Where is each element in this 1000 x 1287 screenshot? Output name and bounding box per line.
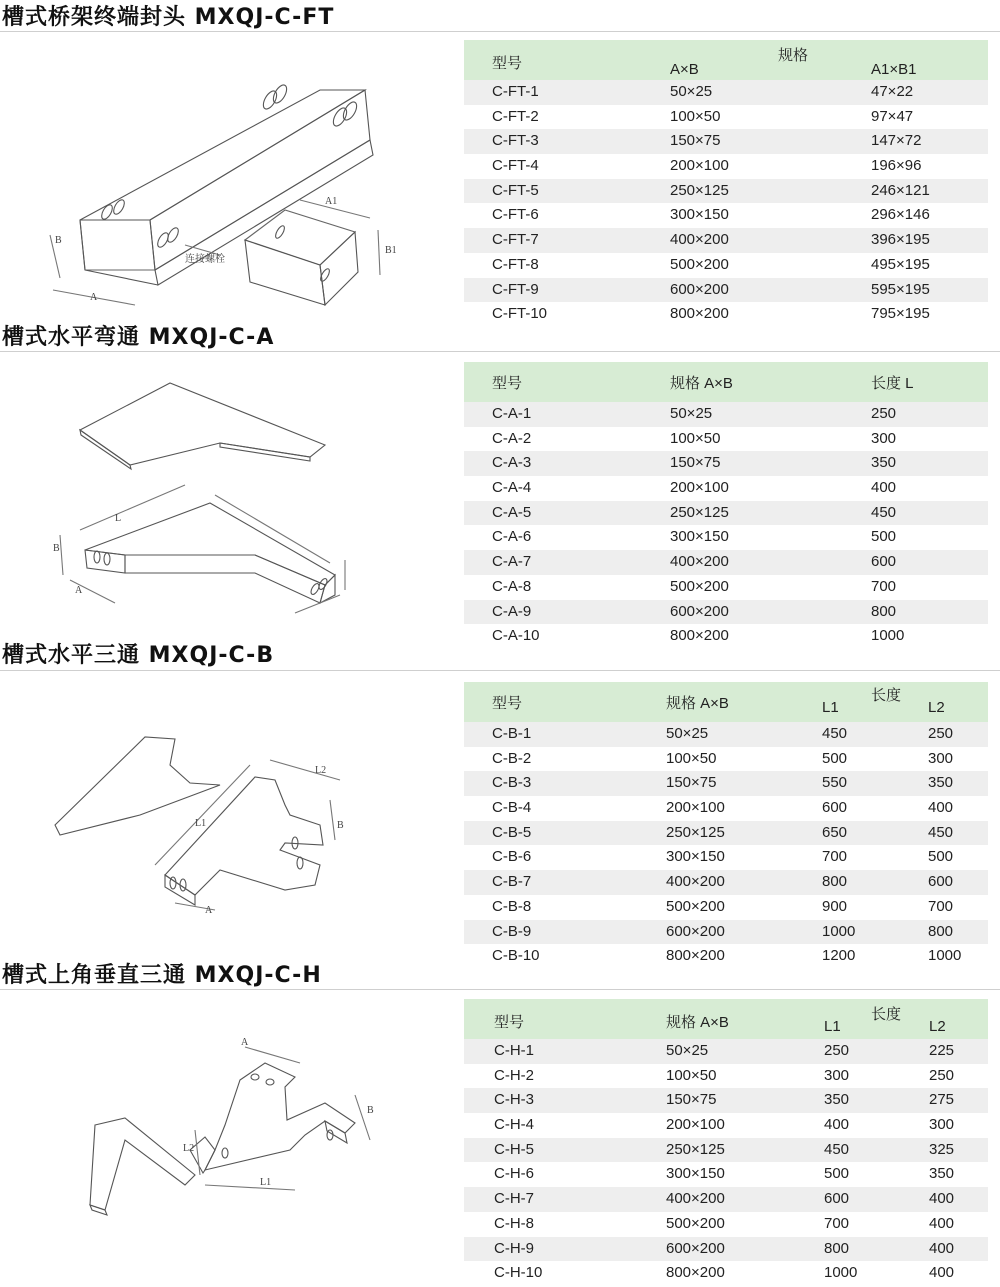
cell-spec: 150×75 [666,774,717,792]
cell-spec: 500×200 [670,255,729,273]
dim-label-a1: A1 [325,196,338,207]
cell-model: C-A-8 [492,577,532,595]
table-row [464,575,988,600]
table-row [464,920,988,945]
cell-spec: 50×25 [666,1042,709,1059]
cell-l2: 450 [928,823,954,841]
table-row [464,105,988,130]
table-row [464,179,988,204]
dim-label-a: A [205,905,213,916]
cell-spec2: 97×47 [871,107,914,125]
cell-length: 250 [871,405,897,422]
cell-model: C-FT-9 [492,280,539,298]
dim-label-b: B [55,235,62,246]
horizontal-tee-diagram [45,725,365,925]
cell-model: C-A-3 [492,454,532,472]
cell-l2: 1000 [928,947,962,965]
cell-l1: 700 [822,848,848,866]
dim-label-l1: L1 [260,1177,272,1188]
cell-l1: 800 [824,1239,850,1257]
cell-l1: 550 [822,774,848,792]
cell-spec: 600×200 [670,280,729,298]
cell-l2: 300 [928,749,954,767]
cell-l2: 225 [929,1042,955,1059]
table-row [464,525,988,550]
cell-spec2: 595×195 [871,280,930,298]
cell-spec2: 495×195 [871,255,930,273]
dim-label-l: L [115,513,122,524]
cell-model: C-B-5 [492,823,532,841]
cell-l1: 450 [824,1140,850,1158]
cell-spec: 800×200 [670,305,729,323]
cell-l1: 400 [824,1116,850,1134]
table-body [464,722,988,969]
table-a [464,362,988,649]
cell-l2: 400 [929,1239,955,1257]
cell-model: C-A-10 [492,627,540,645]
cell-length: 350 [871,454,897,472]
dim-label-b: B [337,820,344,831]
header-model: 型号 [492,375,523,392]
cell-l1: 1000 [824,1264,858,1282]
section-title-a: 槽式水平弯通 MXQJ-C-A [2,325,275,350]
table-row [464,771,988,796]
table-row [464,600,988,625]
table-row [464,1162,988,1187]
table-row [464,203,988,228]
cell-spec2: 396×195 [871,231,930,249]
dim-label-b1: B1 [385,245,397,256]
section-title-ft: 槽式桥架终端封头 MXQJ-C-FT [2,5,335,30]
cell-l1: 450 [822,725,848,742]
table-row [464,1039,988,1064]
cell-spec: 300×150 [670,206,729,224]
cell-spec: 800×200 [666,1264,725,1282]
header-l1: L1 [822,699,839,716]
table-row [464,845,988,870]
cell-model: C-B-6 [492,848,532,866]
cell-l1: 1000 [822,922,856,940]
cell-model: C-H-1 [494,1042,534,1059]
table-row [464,870,988,895]
cell-l1: 600 [824,1190,850,1208]
cell-l1: 650 [822,823,848,841]
cell-spec: 200×100 [670,157,729,175]
cell-model: C-H-5 [494,1140,534,1158]
header-l1: L1 [824,1018,841,1035]
cell-spec: 250×125 [670,181,729,199]
cell-length: 500 [871,528,897,546]
section-title-h: 槽式上角垂直三通 MXQJ-C-H [2,963,322,988]
cell-spec: 500×200 [666,1214,725,1232]
dim-label-a: A [90,292,98,303]
cell-spec: 600×200 [666,1239,725,1257]
bolt-label: 连接螺栓 [185,254,225,265]
table-row [464,895,988,920]
cell-spec: 150×75 [670,132,721,150]
cell-model: C-FT-5 [492,181,539,199]
cell-model: C-A-7 [492,553,532,571]
table-row [464,1261,988,1286]
cell-model: C-A-1 [492,405,532,422]
cell-spec: 400×200 [666,873,725,891]
cell-l2: 400 [928,799,954,817]
dim-label-l2: L2 [183,1143,195,1154]
cell-spec: 300×150 [670,528,729,546]
cell-model: C-H-9 [494,1239,534,1257]
cell-spec: 50×25 [670,405,713,422]
header-l2: L2 [929,1018,946,1035]
cell-model: C-FT-2 [492,107,539,125]
header-group: 长度 [871,1006,902,1023]
cell-model: C-A-6 [492,528,532,546]
cell-length: 300 [871,429,897,447]
cell-l2: 250 [929,1066,955,1084]
cell-spec: 200×100 [666,799,725,817]
cell-spec: 50×25 [670,83,713,100]
cell-spec: 150×75 [670,454,721,472]
table-row [464,1187,988,1212]
cell-model: C-A-4 [492,479,532,497]
cell-spec: 200×100 [666,1116,725,1134]
cell-spec: 400×200 [670,231,729,249]
table-body [464,80,988,327]
header-col2: A×B [670,61,699,78]
header-model: 型号 [494,1014,525,1031]
cell-l2: 600 [928,873,954,891]
cell-spec2: 246×121 [871,181,930,199]
cell-l2: 400 [929,1264,955,1282]
cell-model: C-B-9 [492,922,532,940]
cell-spec: 300×150 [666,1165,725,1183]
end-cap-diagram [35,60,435,310]
header-model: 型号 [492,55,523,72]
dim-label-l2: L2 [315,765,327,776]
cell-spec: 150×75 [666,1091,717,1109]
cell-model: C-FT-6 [492,206,539,224]
table-row [464,302,988,327]
cell-l1: 250 [824,1042,850,1059]
horizontal-elbow-diagram [45,375,355,625]
dim-label-b: B [367,1105,374,1116]
cell-model: C-A-9 [492,602,532,620]
cell-spec: 250×125 [666,823,725,841]
cell-spec: 600×200 [670,602,729,620]
cell-l2: 350 [929,1165,955,1183]
table-h [464,999,988,1286]
table-ft [464,40,988,327]
header-spec: 规格 A×B [666,1014,729,1031]
cell-length: 800 [871,602,897,620]
cell-l2: 800 [928,922,954,940]
table-row [464,476,988,501]
cell-spec: 100×50 [670,107,721,125]
cell-l2: 400 [929,1214,955,1232]
cell-l1: 600 [822,799,848,817]
table-row [464,228,988,253]
table-row [464,1064,988,1089]
table-header [464,999,988,1039]
header-col3: A1×B1 [871,61,917,78]
table-row [464,1237,988,1262]
table-row [464,451,988,476]
cell-l2: 700 [928,897,954,915]
section-divider [0,670,1000,671]
cell-spec: 100×50 [666,1066,717,1084]
cell-l1: 900 [822,897,848,915]
cell-l2: 350 [928,774,954,792]
table-header [464,682,988,722]
cell-model: C-B-2 [492,749,532,767]
cell-spec: 300×150 [666,848,725,866]
cell-length: 400 [871,479,897,497]
header-spec: 规格 A×B [670,375,733,392]
section-divider [0,351,1000,352]
cell-l1: 700 [824,1214,850,1232]
table-row [464,821,988,846]
table-row [464,1088,988,1113]
table-row [464,1212,988,1237]
cell-l1: 500 [824,1165,850,1183]
cell-spec: 400×200 [666,1190,725,1208]
header-group: 规格 [778,47,809,64]
section-title-b: 槽式水平三通 MXQJ-C-B [2,643,275,668]
cell-model: C-A-2 [492,429,532,447]
table-row [464,796,988,821]
cell-model: C-H-6 [494,1165,534,1183]
cell-model: C-H-4 [494,1116,534,1134]
cell-l2: 275 [929,1091,955,1109]
table-b [464,682,988,969]
cell-l1: 350 [824,1091,850,1109]
table-row [464,253,988,278]
cell-model: C-FT-10 [492,305,548,323]
cell-model: C-B-4 [492,799,532,817]
cell-model: C-FT-3 [492,132,539,150]
header-model: 型号 [492,695,523,712]
cell-spec: 100×50 [666,749,717,767]
header-group: 长度 [871,687,902,704]
cell-model: C-FT-4 [492,157,539,175]
cell-l1: 800 [822,873,848,891]
table-row [464,722,988,747]
table-row [464,1113,988,1138]
table-row [464,278,988,303]
table-body [464,402,988,649]
cell-spec: 800×200 [670,627,729,645]
cell-model: C-FT-1 [492,83,539,100]
cell-l2: 300 [929,1116,955,1134]
cell-spec: 500×200 [670,577,729,595]
section-divider [0,31,1000,32]
cell-spec: 500×200 [666,897,725,915]
cell-length: 450 [871,503,897,521]
header-length: 长度 L [871,375,914,392]
table-row [464,944,988,969]
cell-model: C-B-8 [492,897,532,915]
cell-spec: 200×100 [670,479,729,497]
table-row [464,550,988,575]
cell-model: C-B-3 [492,774,532,792]
cell-spec2: 147×72 [871,132,922,150]
cell-spec: 100×50 [670,429,721,447]
dim-label-a: A [75,585,83,596]
cell-l2: 325 [929,1140,955,1158]
cell-spec: 600×200 [666,922,725,940]
cell-spec2: 196×96 [871,157,922,175]
cell-model: C-B-10 [492,947,540,965]
table-row [464,1138,988,1163]
cell-l1: 1200 [822,947,856,965]
cell-model: C-B-7 [492,873,532,891]
cell-model: C-H-10 [494,1264,543,1282]
cell-length: 700 [871,577,897,595]
cell-spec: 50×25 [666,725,709,742]
cell-spec: 250×125 [670,503,729,521]
cell-spec: 400×200 [670,553,729,571]
table-row [464,402,988,427]
cell-spec2: 47×22 [871,83,914,100]
cell-length: 1000 [871,627,905,645]
table-row [464,624,988,649]
cell-spec: 800×200 [666,947,725,965]
table-header [464,40,988,80]
cell-model: C-FT-8 [492,255,539,273]
table-row [464,747,988,772]
cell-model: C-H-3 [494,1091,534,1109]
cell-spec2: 296×146 [871,206,930,224]
vertical-tee-diagram [55,1025,385,1225]
cell-l2: 250 [928,725,954,742]
cell-model: C-H-2 [494,1066,534,1084]
table-row [464,80,988,105]
cell-l2: 400 [929,1190,955,1208]
cell-l2: 500 [928,848,954,866]
table-header [464,362,988,402]
cell-spec: 250×125 [666,1140,725,1158]
section-divider [0,989,1000,990]
table-body [464,1039,988,1286]
table-row [464,129,988,154]
cell-model: C-H-7 [494,1190,534,1208]
header-l2: L2 [928,699,945,716]
table-row [464,427,988,452]
cell-l1: 500 [822,749,848,767]
dim-label-a: A [241,1037,249,1048]
dim-label-b: B [53,543,60,554]
table-row [464,154,988,179]
cell-l1: 300 [824,1066,850,1084]
dim-label-l1: L1 [195,818,207,829]
cell-length: 600 [871,553,897,571]
cell-spec2: 795×195 [871,305,930,323]
cell-model: C-H-8 [494,1214,534,1232]
cell-model: C-A-5 [492,503,532,521]
cell-model: C-B-1 [492,725,532,742]
table-row [464,501,988,526]
header-spec: 规格 A×B [666,695,729,712]
cell-model: C-FT-7 [492,231,539,249]
